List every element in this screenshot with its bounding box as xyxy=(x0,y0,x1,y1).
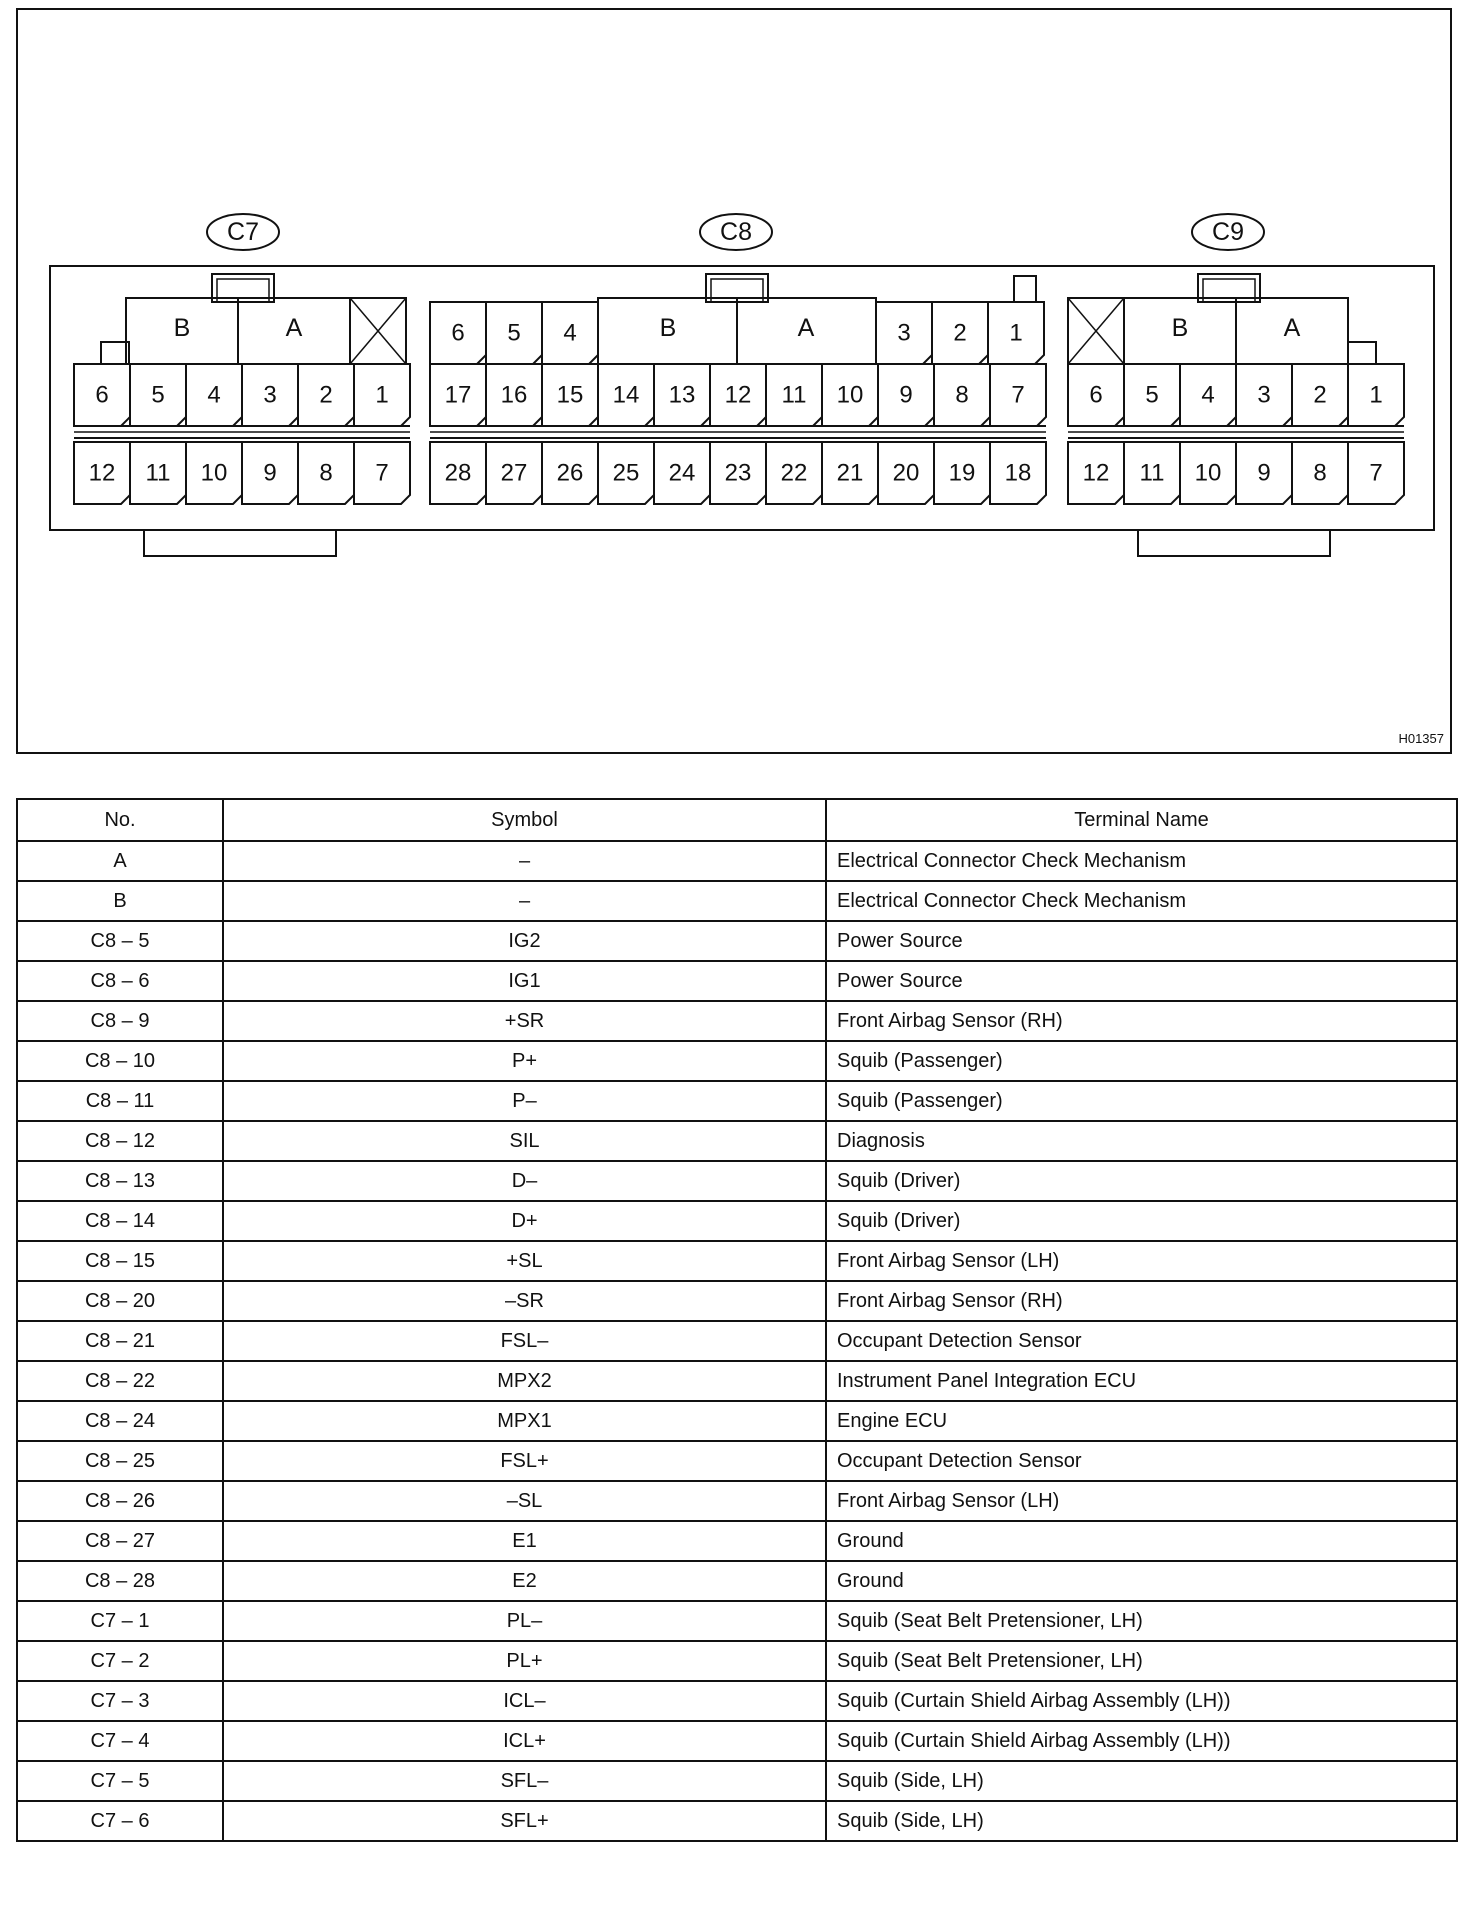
terminal-symbol: +SL xyxy=(223,1241,826,1281)
terminal-number: 7 xyxy=(1011,381,1025,409)
terminal-number: 5 xyxy=(151,381,165,409)
terminal-symbol: SIL xyxy=(223,1121,826,1161)
terminal-name: Squib (Curtain Shield Airbag Assembly (LH)) xyxy=(826,1721,1457,1761)
terminal-number: 9 xyxy=(899,381,913,409)
terminal-no: C8 – 27 xyxy=(17,1521,223,1561)
terminal-name: Power Source xyxy=(826,961,1457,1001)
table-row xyxy=(17,1401,1457,1441)
connector-diagram-svg xyxy=(18,10,1450,752)
terminal-number: 3 xyxy=(263,381,277,409)
terminal-name: Front Airbag Sensor (RH) xyxy=(826,1281,1457,1321)
terminal-no: C8 – 6 xyxy=(17,961,223,1001)
terminal-number: 25 xyxy=(612,459,640,487)
terminal-number: 7 xyxy=(1369,459,1383,487)
terminal-no: C8 – 5 xyxy=(17,921,223,961)
terminal-no: C8 – 25 xyxy=(17,1441,223,1481)
table-header-row xyxy=(17,799,1457,841)
terminal-symbol: P+ xyxy=(223,1041,826,1081)
terminal-symbol: IG1 xyxy=(223,961,826,1001)
terminal-name: Front Airbag Sensor (LH) xyxy=(826,1481,1457,1521)
terminal-name: Front Airbag Sensor (RH) xyxy=(826,1001,1457,1041)
table-row xyxy=(17,1121,1457,1161)
terminal-number: 11 xyxy=(1139,459,1165,487)
key-label: B xyxy=(173,314,191,342)
terminal-number: 4 xyxy=(1201,381,1215,409)
terminal-symbol: FSL+ xyxy=(223,1441,826,1481)
terminal-number: 13 xyxy=(668,381,696,409)
terminal-no: C8 – 11 xyxy=(17,1081,223,1121)
terminal-name: Diagnosis xyxy=(826,1121,1457,1161)
terminal-no: A xyxy=(17,841,223,881)
terminal-no: C8 – 15 xyxy=(17,1241,223,1281)
terminal-no: C7 – 3 xyxy=(17,1681,223,1721)
key-label: A xyxy=(797,314,815,342)
table-row xyxy=(17,1761,1457,1801)
key-label: A xyxy=(1283,314,1301,342)
terminal-symbol: +SR xyxy=(223,1001,826,1041)
terminal-number: 23 xyxy=(724,459,752,487)
terminal-no: C8 – 28 xyxy=(17,1561,223,1601)
table-row xyxy=(17,1161,1457,1201)
header-symbol: Symbol xyxy=(223,799,826,841)
table-row xyxy=(17,841,1457,881)
table-row xyxy=(17,1081,1457,1121)
terminal-number: 27 xyxy=(500,459,528,487)
terminal-no: C8 – 26 xyxy=(17,1481,223,1521)
table-row xyxy=(17,1041,1457,1081)
header-no: No. xyxy=(17,799,223,841)
terminal-name: Squib (Driver) xyxy=(826,1201,1457,1241)
terminal-symbol: PL+ xyxy=(223,1641,826,1681)
terminal-number: 8 xyxy=(1313,459,1327,487)
table-row xyxy=(17,921,1457,961)
terminal-number: 24 xyxy=(668,459,696,487)
connector-label: C7 xyxy=(227,218,259,246)
terminal-number: 22 xyxy=(780,459,808,487)
table-row xyxy=(17,1481,1457,1521)
terminal-number: 4 xyxy=(207,381,221,409)
table-row xyxy=(17,1721,1457,1761)
terminal-number: 12 xyxy=(1082,459,1110,487)
terminal-symbol: E2 xyxy=(223,1561,826,1601)
terminal-name: Squib (Curtain Shield Airbag Assembly (LH)) xyxy=(826,1681,1457,1721)
terminal-number: 1 xyxy=(375,381,389,409)
terminal-no: C8 – 24 xyxy=(17,1401,223,1441)
terminal-table xyxy=(16,798,1458,1842)
terminal-number: 6 xyxy=(95,381,109,409)
table-row xyxy=(17,961,1457,1001)
side-step xyxy=(1014,276,1036,302)
terminal-no: C8 – 20 xyxy=(17,1281,223,1321)
terminal-number: 12 xyxy=(724,381,752,409)
terminal-symbol: MPX2 xyxy=(223,1361,826,1401)
side-step xyxy=(1348,342,1376,364)
terminal-no: C8 – 12 xyxy=(17,1121,223,1161)
connector-diagram xyxy=(16,8,1452,754)
terminal-number: 14 xyxy=(612,381,640,409)
terminal-number: 8 xyxy=(319,459,333,487)
terminal-name: Ground xyxy=(826,1561,1457,1601)
terminal-number: 7 xyxy=(375,459,389,487)
terminal-no: C8 – 21 xyxy=(17,1321,223,1361)
terminal-number: 2 xyxy=(319,381,333,409)
terminal-number: 15 xyxy=(556,381,584,409)
terminal-no: C8 – 14 xyxy=(17,1201,223,1241)
table-row xyxy=(17,1281,1457,1321)
terminal-number: 1 xyxy=(1009,319,1023,347)
terminal-number: 9 xyxy=(263,459,277,487)
connector-label: C8 xyxy=(720,218,752,246)
terminal-number: 3 xyxy=(1257,381,1271,409)
terminal-symbol: – xyxy=(223,841,826,881)
terminal-symbol: P– xyxy=(223,1081,826,1121)
key-label: B xyxy=(1171,314,1189,342)
terminal-name: Squib (Driver) xyxy=(826,1161,1457,1201)
terminal-number: 16 xyxy=(500,381,528,409)
table-row xyxy=(17,1641,1457,1681)
terminal-name: Instrument Panel Integration ECU xyxy=(826,1361,1457,1401)
terminal-name: Front Airbag Sensor (LH) xyxy=(826,1241,1457,1281)
key-label: B xyxy=(659,314,677,342)
terminal-symbol: D+ xyxy=(223,1201,826,1241)
terminal-number: 10 xyxy=(836,381,864,409)
terminal-no: C7 – 5 xyxy=(17,1761,223,1801)
terminal-number: 10 xyxy=(200,459,228,487)
terminal-symbol: PL– xyxy=(223,1601,826,1641)
terminal-no: C7 – 6 xyxy=(17,1801,223,1841)
terminal-no: C7 – 4 xyxy=(17,1721,223,1761)
terminal-name: Squib (Seat Belt Pretensioner, LH) xyxy=(826,1601,1457,1641)
terminal-number: 20 xyxy=(892,459,920,487)
terminal-symbol: MPX1 xyxy=(223,1401,826,1441)
terminal-no: B xyxy=(17,881,223,921)
terminal-number: 5 xyxy=(1145,381,1159,409)
terminal-symbol: E1 xyxy=(223,1521,826,1561)
terminal-number: 28 xyxy=(444,459,472,487)
terminal-name: Power Source xyxy=(826,921,1457,961)
terminal-name: Squib (Side, LH) xyxy=(826,1761,1457,1801)
terminal-number: 2 xyxy=(953,319,967,347)
key-label: A xyxy=(285,314,303,342)
terminal-symbol: –SR xyxy=(223,1281,826,1321)
terminal-number: 6 xyxy=(451,319,465,347)
terminal-symbol: ICL+ xyxy=(223,1721,826,1761)
terminal-symbol: SFL+ xyxy=(223,1801,826,1841)
terminal-number: 3 xyxy=(897,319,911,347)
terminal-no: C7 – 1 xyxy=(17,1601,223,1641)
terminal-name: Squib (Seat Belt Pretensioner, LH) xyxy=(826,1641,1457,1681)
terminal-name: Occupant Detection Sensor xyxy=(826,1441,1457,1481)
terminal-number: 5 xyxy=(507,319,521,347)
table-row xyxy=(17,1681,1457,1721)
bottom-tab xyxy=(1138,530,1330,556)
terminal-no: C8 – 10 xyxy=(17,1041,223,1081)
terminal-number: 9 xyxy=(1257,459,1271,487)
table-row xyxy=(17,1361,1457,1401)
terminal-number: 1 xyxy=(1369,381,1383,409)
terminal-no: C7 – 2 xyxy=(17,1641,223,1681)
terminal-no: C8 – 9 xyxy=(17,1001,223,1041)
terminal-number: 18 xyxy=(1004,459,1032,487)
terminal-name: Electrical Connector Check Mechanism xyxy=(826,841,1457,881)
table-row xyxy=(17,1001,1457,1041)
terminal-name: Squib (Passenger) xyxy=(826,1041,1457,1081)
terminal-number: 21 xyxy=(836,459,864,487)
terminal-symbol: SFL– xyxy=(223,1761,826,1801)
terminal-number: 11 xyxy=(145,459,171,487)
table-row xyxy=(17,1201,1457,1241)
side-step xyxy=(101,342,129,364)
terminal-no: C8 – 13 xyxy=(17,1161,223,1201)
terminal-name: Ground xyxy=(826,1521,1457,1561)
table-row xyxy=(17,881,1457,921)
table-row xyxy=(17,1321,1457,1361)
figure-code: H01357 xyxy=(1398,731,1444,746)
table-row xyxy=(17,1521,1457,1561)
terminal-name: Squib (Side, LH) xyxy=(826,1801,1457,1841)
terminal-symbol: – xyxy=(223,881,826,921)
table-row xyxy=(17,1241,1457,1281)
terminal-no: C8 – 22 xyxy=(17,1361,223,1401)
terminal-symbol: –SL xyxy=(223,1481,826,1521)
table-row xyxy=(17,1561,1457,1601)
table-body xyxy=(17,841,1457,1841)
terminal-symbol: D– xyxy=(223,1161,826,1201)
terminal-number: 8 xyxy=(955,381,969,409)
terminal-number: 6 xyxy=(1089,381,1103,409)
terminal-number: 4 xyxy=(563,319,577,347)
terminal-name: Engine ECU xyxy=(826,1401,1457,1441)
table-row xyxy=(17,1801,1457,1841)
terminal-number: 11 xyxy=(781,381,807,409)
table-row xyxy=(17,1601,1457,1641)
terminal-number: 19 xyxy=(948,459,976,487)
bottom-tab xyxy=(144,530,336,556)
terminal-symbol: IG2 xyxy=(223,921,826,961)
table-row xyxy=(17,1441,1457,1481)
terminal-name: Occupant Detection Sensor xyxy=(826,1321,1457,1361)
terminal-number: 17 xyxy=(444,381,472,409)
terminal-symbol: ICL– xyxy=(223,1681,826,1721)
connector-label: C9 xyxy=(1212,218,1244,246)
terminal-name: Squib (Passenger) xyxy=(826,1081,1457,1121)
terminal-number: 26 xyxy=(556,459,584,487)
terminal-symbol: FSL– xyxy=(223,1321,826,1361)
terminal-number: 2 xyxy=(1313,381,1327,409)
terminal-number: 10 xyxy=(1194,459,1222,487)
terminal-name: Electrical Connector Check Mechanism xyxy=(826,881,1457,921)
terminal-number: 12 xyxy=(88,459,116,487)
header-terminal-name: Terminal Name xyxy=(826,799,1457,841)
